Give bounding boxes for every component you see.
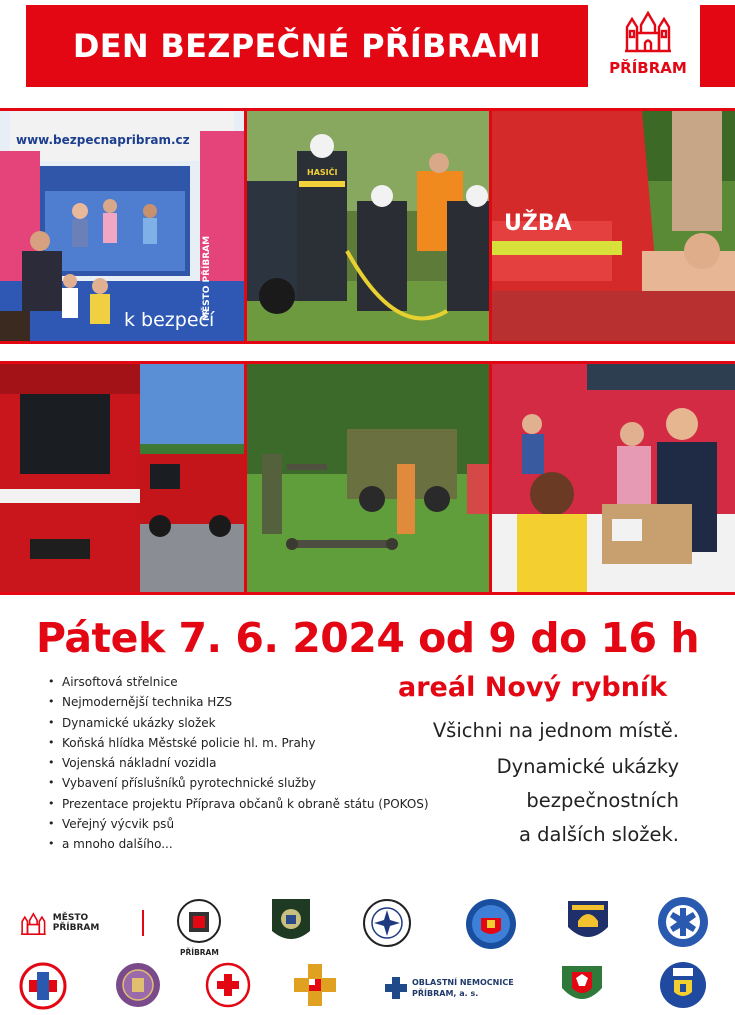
tagline-line-1: Všichni na jednom místě. — [432, 719, 679, 742]
logo-hzs — [292, 962, 338, 1008]
list-item: • a mnoho dalšího... — [42, 834, 429, 854]
list-item: • Prezentace projektu Příprava občanů k obraně státu (POKOS) — [42, 794, 429, 814]
mesto-text: MĚSTO PŘÍBRAM — [52, 913, 100, 933]
hospital-line-2: PŘÍBRAM, a. s. — [412, 989, 479, 998]
photo-military-vehicle — [247, 364, 489, 592]
logo-mestska-policie-praha — [465, 898, 517, 950]
police-star-icon — [362, 898, 412, 948]
mp-caption: PŘÍBRAM — [180, 948, 219, 957]
castle-icon — [623, 5, 673, 55]
photo-bouncy-castle — [0, 111, 244, 341]
red-cross-icon — [205, 962, 251, 1008]
logo-prison-service — [115, 960, 161, 1010]
fire-cross-icon — [292, 962, 338, 1008]
star-of-life-icon — [657, 896, 709, 948]
list-item: • Airsoftová střelnice — [42, 672, 429, 692]
logo-mesto-pribram — [20, 906, 144, 940]
helmet-shield-icon — [564, 897, 612, 947]
list-item: • Koňská hlídka Městské policie hl. m. Prahy — [42, 733, 429, 753]
firefighter-label: HASIČI — [307, 168, 338, 177]
logo-ambulance — [17, 962, 69, 1010]
pribram-logo — [598, 5, 698, 87]
photo-cpr-training — [492, 111, 735, 341]
page-title: DEN BEZPEČNÉ PŘÍBRAMI — [72, 27, 542, 65]
event-venue: areál Nový rybník — [398, 672, 668, 703]
header-accent — [700, 5, 735, 87]
list-item: • Nejmodernější technika HZS — [42, 692, 429, 712]
logo-hunting-union — [556, 958, 608, 1010]
logo-text: PŘÍBRAM — [609, 59, 687, 77]
title-bar — [26, 5, 588, 87]
list-item: • Vybavení příslušníků pyrotechnické služby — [42, 773, 429, 793]
logo-oblastni-nemocnice — [384, 972, 516, 1004]
police-badge-icon — [176, 898, 222, 944]
castle-side-text: MĚSTO PŘÍBRAM — [202, 235, 212, 321]
logo-policie-cr — [362, 898, 412, 948]
vest-text: UŽBA — [504, 211, 572, 236]
tagline-line-3: bezpečnostních — [526, 789, 679, 812]
shield-icon — [115, 960, 161, 1010]
customs-shield-icon — [658, 960, 708, 1010]
logo-customs — [658, 960, 708, 1010]
list-item: • Vojenská nákladní vozidla — [42, 753, 429, 773]
feature-list — [42, 672, 429, 855]
tagline-line-2: Dynamické ukázky — [496, 755, 679, 778]
logo-mestska-policie-pribram — [176, 898, 222, 944]
logo-red-cross — [205, 962, 251, 1008]
tagline-line-4: a dalších složek. — [519, 823, 679, 846]
praha-police-icon — [465, 898, 517, 950]
list-item: • Dynamické ukázky složek — [42, 713, 429, 733]
hospital-line-1: OBLASTNÍ NEMOCNICE — [412, 978, 514, 987]
hunting-shield-icon — [556, 958, 608, 1010]
photo-firefighters-rescue — [247, 111, 489, 341]
logo-zachranna-sluzba — [657, 896, 709, 948]
medical-icon — [17, 962, 69, 1010]
divider — [142, 910, 144, 936]
castle-slogan: k bezpečí — [124, 309, 215, 331]
event-date: Pátek 7. 6. 2024 od 9 do 16 h — [35, 614, 700, 662]
logo-military-police — [270, 897, 312, 947]
hospital-cross-icon — [384, 976, 408, 1000]
castle-url: www.bezpecnapribram.cz — [16, 133, 190, 147]
logo-fire-rescue — [564, 897, 612, 947]
list-item: • Veřejný výcvik psů — [42, 814, 429, 834]
photo-fire-trucks — [0, 364, 244, 592]
castle-icon — [20, 909, 47, 937]
shield-icon — [270, 897, 312, 947]
photo-children-table — [492, 364, 735, 592]
